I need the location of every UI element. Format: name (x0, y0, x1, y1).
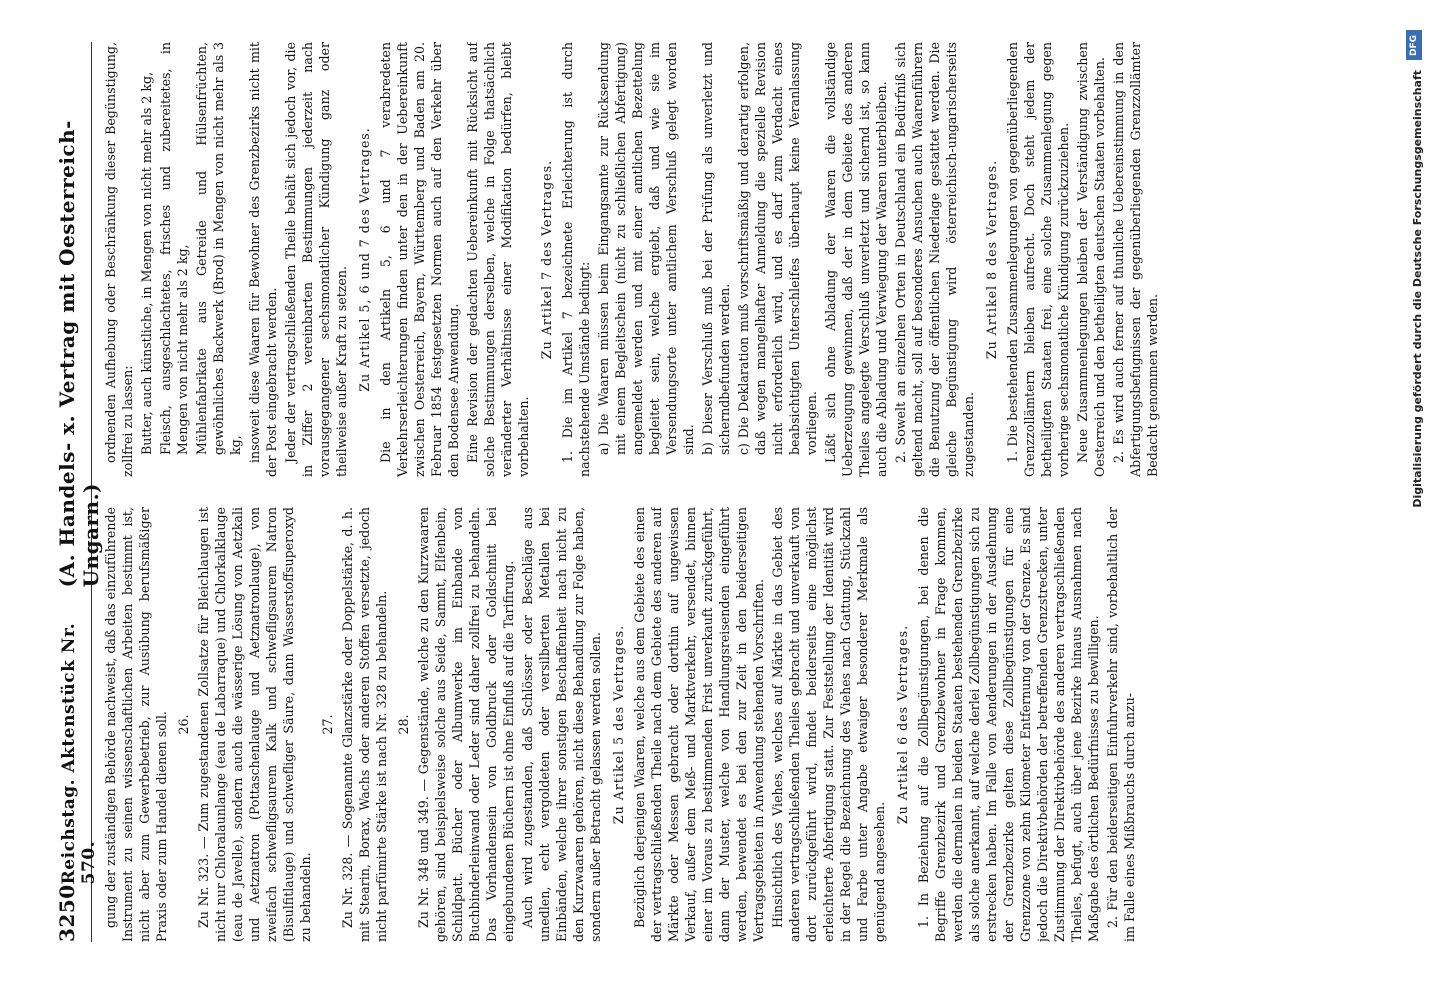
paragraph: Die in den Artikeln 5, 6 und 7 verabredeten Verkehrserleichterungen finden unter den in der Uebereinkunft zwischen Oesterreich, Bayern, Württemberg und Baden am 20. Februar 1854 festgesetzten Normen auch auf den Verkehr über den Bodensee Anwendung. (378, 42, 461, 477)
paragraph: gung der zuständigen Behörde nachweist, daß das einzuführende Instrument zu seinen wissenschaftlichen Arbeiten bestimmt ist, nicht aber zum Gewerbebetrieb, zur Ausübung berufsmäßiger Praxis oder zum Handel dienen soll. (103, 507, 169, 942)
paragraph: b) Dieser Verschluß muß bei der Prüfung als unverletzt und sicherndbefunden werden. (700, 42, 732, 455)
right-column (102, 42, 1362, 477)
paragraph: Fleisch, ausgeschlachtetes, frisches und zubereitetes, in Mengen von nicht mehr als 2 kg, (158, 42, 190, 455)
paragraph: 2. Für den beiderseitigen Einfuhrverkehr sind, vorbehaltlich der im Falle eines Mißbrauchs durch anzu- (1105, 507, 1137, 942)
section-heading: Zu Artikel 7 des Vertrages. (539, 159, 554, 360)
paragraph: Auch wird zugestanden, daß Schlösser oder Beschläge aus unedlen, echt vergoldeten oder versilberten Metallen bei Einbänden, welche ihrer sonstigen Beschaffenheit nach nicht zu den Kurzwaaren gehören, nicht diese Behandlung zur Folge haben, sondern außer Betracht gelassen werden sollen. (520, 507, 603, 942)
section-heading: Zu Artikel 6 des Vertrages. (895, 624, 910, 825)
item-number: 27. (320, 714, 335, 735)
item-number: 26. (176, 714, 191, 735)
paragraph: ordnenden Aufhebung oder Beschränkung dieser Begünstigung, zollfrei zu lassen: (103, 42, 135, 477)
dfg-logo: DFG (1406, 30, 1422, 60)
paragraph: 1. Die bestehenden Zusammenlegungen von gegenüberliegenden Grenzzollämtern bleiben aufrecht. Doch steht jedem der betheiligten Staaten frei, eine solche Zusammenlegung gegen vorherige sechsmonatliche Kündigung zurückzuziehen. (1005, 42, 1071, 477)
section-title: (A. Handels- x. Vertrag mit Oesterreich-Ungarn.) (55, 120, 103, 588)
paragraph: Hinsichtlich des Viehes, welches auf Märkte in das Gebiet des anderen vertragschließenden Theiles gebracht und unverkauft von dort zurückgeführt wird, findet beiderseits eine möglichst erleichterte Abfertigung statt. Zur Feststellung der Identität wird in der Regel die Bezeichnung des Viehes nach Gattung, Stückzahl und Farbe unter Angabe etwaiger besonderer Merkmale als genügend angesehen. (770, 507, 887, 942)
running-title: Reichstag. Aktenstück Nr. 570. (59, 622, 99, 885)
text-columns (102, 42, 1362, 942)
paragraph: Bezüglich derjenigen Waaren, welche aus dem Gebiete des einen der vertragschließenden Theile nach dem Gebiete des anderen auf Märkte oder Messen gebracht oder dorthin auf ungewissen Verkauf, außer dem Meß- und Marktverkehr, versendet, binnen einer im Voraus zu bestimmenden Frist unverkauft zurückgeführt, dann der Muster, welche von Handlungsreisenden eingeführt werden, bewendet es bei den zur Zeit in den beiderseitigen Vertragsgebieten in Anwendung stehenden Vorschriften. (632, 507, 766, 942)
section-heading: Zu Artikel 5, 6 und 7 des Vertrages. (357, 127, 372, 392)
paragraph: 2. Es wird auch ferner auf thunliche Uebereinstimmung in den Abfertigungsbefugnissen der gegenüberliegenden Grenzzollämter Bedacht genommen werden. (1111, 42, 1160, 477)
paragraph: 1. In Beziehung auf die Zollbegünstigungen, bei denen die Begriffe Grenzbezirk und Grenzbewohner in Frage kommen, werden die dermalen in beiden Staaten bestehenden Grenzbezirke als solche anerkannt, auf welche derlei Zollbegünstigungen sich zu erstrecken haben. Im Falle von Aenderungen in der Ausdehnung der Grenzbezirke gelten diese Zollbegünstigungen für eine Grenzzone von zehn Kilometer Entfernung von der Grenze. Es sind jedoch die Direktivbehörden der betreffenden Grenzstrecken, unter Zustimmung der Direktivbehörde des anderen vertragschließenden Theiles, befugt, auch über jene Bezirke hinaus Ausnahmen nach Maßgabe des örtlichen Bedürfnisses zu bewilligen. (916, 507, 1101, 942)
paragraph: a) Die Waaren müssen beim Eingangsamte zur Rücksendung mit einem Begleitschein (nicht zu schließlichen Abfertigung) angemeldet werden und mit einer amtlichen Bezettelung begleitet sein, welche ergiebt, daß und wie sie im Versendungsorte unter amtlichem Verschluß gelegt worden sind. (596, 42, 696, 455)
section-heading: Zu Artikel 8 des Vertrages. (984, 159, 999, 360)
paragraph: 1. Die im Artikel 7 bezeichnete Erleichterung ist durch nachstehende Umstände bedingt: (560, 42, 592, 477)
paragraph: insoweit diese Waaren für Bewohner des Grenzbezirks nicht mit der Post eingebracht werden. (247, 42, 279, 477)
page-number: 3250 (55, 884, 79, 942)
paragraph: Zu Nr. 348 und 349. — Gegenstände, welche zu den Kurzwaaren gehören, sind beispielsweise solche aus Seide, Sammt, Elfenbein, Schildpatt. Bücher oder Albumwerke im Einbande von Buchbinderleinwand oder Leder sind daher zollfrei zu behandeln. Das Vorhandensein von Goldbruck oder Goldschnitt bei eingebundenen Büchern ist ohne Einfluß auf die Tarifirung. (416, 507, 516, 942)
paragraph: Neue Zusammenlegungen bleiben der Verständigung zwischen Oesterreich und den betheiligten deutschen Staaten vorbehalten. (1075, 42, 1107, 477)
digitization-strip (1404, 30, 1424, 990)
paragraph: Eine Revision der gedachten Uebereinkunft mit Rücksicht auf solche Bestimmungen derselben, welche in Folge thatsächlich veränderter Verhältnisse einer Modifikation bedürfen, bleibt vorbehalten. (465, 42, 531, 477)
paragraph: Läßt sich ohne Abladung der Waaren die vollständige Ueberzeugung gewinnen, daß der in dem Gebiete des anderen Theiles angelegte Verschluß unverletzt und sichernd ist, so kann auch die Abladung und Verwiegung der Waaren unterbleiben. (823, 42, 889, 477)
page-header (55, 42, 103, 942)
paragraph: 2. Sowelt an einzelnen Orten in Deutschland ein Bedürfniß sich geltend macht, soll auf besonderes Ansuchen auch Waarenführern die Benutzung der öffentlichen Niederlage gestattet werden. Die gleiche Begünstigung wird österreichisch-ungarischerseits zugestanden. (893, 42, 976, 477)
section-heading: Zu Artikel 5 des Vertrages. (611, 624, 626, 825)
left-column (102, 507, 1362, 942)
item-number: 28. (396, 714, 411, 735)
digitization-note: Digitalisierung gefördert durch die Deutsche Forschungsgemeinschaft (1411, 70, 1424, 508)
paragraph: Zu Nr. 323. — Zum zugestandenen Zollsatze für Bleichlaugen ist nicht nur Chloralaunlange (eau de Labarraque) und Chlorkalklauge (eau de Javelle), sondern auch die wässerige Lösung von Aetzkali und Aetznatron (Pottaschenlauge und Aetznatronlauge), von zweifach schwefligsaurem Kalk und schwefligsaurem Natron (Bisulfitlauge) und schwefliger Säure, dann Wasserstoffsuperoxyd zu behandeln. (196, 507, 313, 942)
paragraph: c) Die Deklaration muß vorschriftsmäßig und derartig erfolgen, daß wegen mangelhafter Anmeldung die spezielle Revision nicht erforderlich wird, und es darf zum Verdacht eines beabsichtigten Unterschleifes überhaupt keine Veranlassung vorliegen. (736, 42, 819, 455)
paragraph: Zu Nr. 328. — Sogenannte Glanzstärke oder Doppelstärke, d. h. mit Stearin, Borax, Wachs oder anderen Stoffen versetzte, jedoch nicht parfümirte Stärke ist nach Nr. 328 zu behandeln. (340, 507, 389, 942)
paragraph: Butter, auch künstliche, in Mengen von nicht mehr als 2 kg, (139, 71, 154, 455)
paragraph: Mühlenfabrikate aus Getreide und Hülsenfrüchten, gewöhnliches Backwerk (Brod) in Mengen von nicht mehr als 3 kg, (194, 42, 243, 455)
paragraph: Jeder der vertragschließenden Theile behält sich jedoch vor, die in Ziffer 2 vereinbarten Bestimmungen jederzeit nach vorausgegangener sechsmonatlicher Kündigung ganz oder theilweise außer Kraft zu setzen. (283, 42, 349, 477)
